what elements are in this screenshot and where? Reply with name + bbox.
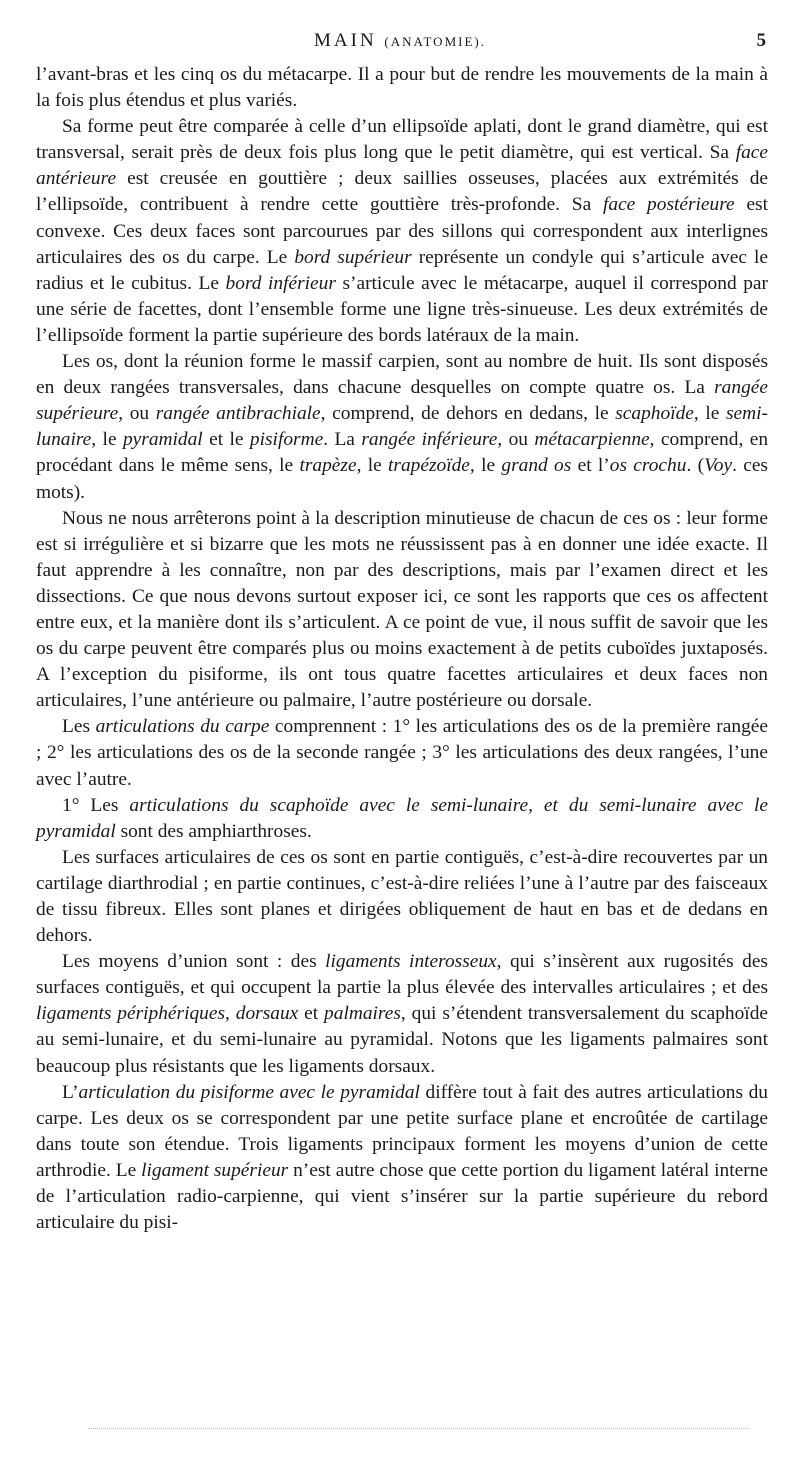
text-run: s’articule avec le métacarpe, auquel il correspond par une série de facettes, dont l’ensemble forme une ligne très-sinueuse. Les deux extrémités de l’ellipsoïde forment la partie supérieure des bords latéraux de la main. [36, 272, 768, 346]
paragraph [36, 62, 768, 114]
italic-term: articulations du carpe [95, 716, 270, 738]
page-number: 5 [756, 30, 766, 51]
text-run: Les [62, 716, 96, 738]
text-run: l’avant-bras et les cinq os du métacarpe. Il a pour but de rendre les mouvements de la main à la fois plus étendus et plus variés. [36, 64, 768, 112]
italic-term: ligaments périphériques, dorsaux [36, 1003, 299, 1025]
paragraph [36, 793, 768, 845]
italic-term: grand os [501, 455, 572, 477]
running-title [0, 30, 800, 52]
running-title-main: MAIN [314, 30, 377, 51]
text-run: diffère tout à fait des autres articulations du carpe. Les deux os se correspondent par une petite surface plane et encroûtée de cartilage dans toute son étendue. Trois ligaments principaux forment les moyens d’union de cette arthrodie. Le [36, 1081, 768, 1181]
bottom-rule [88, 1428, 748, 1429]
text-run: Les moyens d’union sont : des [62, 951, 326, 973]
italic-term: articulations du scaphoïde avec le semi-lunaire, et du semi-lunaire avec le pyramidal [36, 794, 768, 842]
text-run: Les os, dont la réunion forme le massif carpien, sont au nombre de huit. Ils sont disposés en deux rangées transversales, dans chacune desquelles on compte quatre os. La [36, 351, 768, 399]
italic-term: Voy [704, 455, 733, 477]
text-run: Nous ne nous arrêterons point à la description minutieuse de chacun de ces os : leur forme est si irrégulière et si bizarre que les mots ne réussissent pas à en donner une idée exacte. Il faut apprendre à les connaître, non par des descriptions, mais par l’examen direct et les dissections. Ce que nous devons surtout exposer ici, ce sont les rapports que ces os affectent entre eux, et la manière dont ils s’articulent. A ce point de vue, il nous suffit de savoir que les os du carpe peuvent être comparés plus ou moins exactement à de petits cuboïdes juxtaposés. A l’exception du pisiforme, ils ont tous quatre facettes articulaires et deux faces non articulaires, l’une antérieure ou palmaire, l’autre postérieure ou dorsale. [36, 507, 768, 712]
paragraph [36, 714, 768, 792]
text-run: et le [202, 429, 250, 451]
text-run: , ou [118, 403, 156, 425]
text-run: . ( [686, 455, 705, 477]
italic-term: semi-lunaire [36, 403, 768, 451]
text-run: sont des amphiarthroses. [115, 820, 312, 842]
text-run: est convexe. Ces deux faces sont parcourues par des sillons qui correspondent aux interlignes articulaires des os du carpe. Le [36, 194, 768, 268]
text-run: Les surfaces articulaires de ces os sont en partie contiguës, c’est-à-dire recouvertes par un cartilage diarthrodial ; en partie continues, c’est-à-dire reliées l’une à l’autre par des faisceaux de tissu fibreux. Elles sont planes et dirigées obliquement de haut en bas et de dedans en dehors. [36, 846, 768, 947]
italic-term: bord inférieur [225, 272, 336, 294]
text-run: . La [323, 429, 362, 451]
italic-term: palmaires [324, 1003, 401, 1025]
italic-term: pisiforme [249, 429, 324, 451]
italic-term: rangée supérieure [36, 377, 768, 425]
text-run: comprennent : 1° les articulations des os de la première rangée ; 2° les articulations des os de la seconde rangée ; 3° les articulations des deux rangées, l’une avec l’autre. [36, 716, 768, 790]
text-run: est creusée en gouttière ; deux saillies osseuses, placées aux extrémités de l’ellipsoïde, contribuent à rendre cette gouttière très-profonde. Sa [36, 168, 768, 216]
text-run: n’est autre chose que cette portion du ligament latéral interne de l’articulation radio-carpienne, qui vient s’insérer sur la partie supérieure du rebord articulaire du pisi- [36, 1159, 768, 1234]
text-run: , ou [497, 429, 535, 451]
italic-term: face postérieure [602, 194, 735, 216]
text-run: , le [91, 429, 123, 451]
italic-term: os crochu [609, 455, 687, 477]
paragraph [36, 949, 768, 1079]
italic-term: face antérieure [36, 142, 768, 190]
text-run: et [298, 1003, 325, 1025]
text-run: 1° Les [62, 794, 130, 816]
italic-term: trapézoïde [388, 455, 470, 477]
text-run: L’ [62, 1081, 79, 1103]
text-run: , qui s’insèrent aux rugosités des surfaces contiguës, et qui occupent la partie la plus élevée des intervalles articulaires ; et des [36, 951, 768, 999]
running-title-subtitle: (ANATOMIE). [384, 34, 486, 49]
paragraph [36, 1080, 768, 1237]
italic-term: métacarpienne [534, 429, 650, 451]
italic-term: articulation du pisiforme avec le pyramidal [78, 1081, 420, 1103]
paragraph [36, 506, 768, 715]
text-run: . ces mots). [36, 455, 768, 503]
text-run: Sa forme peut être comparée à celle d’un ellipsoïde aplati, dont le grand diamètre, qui est transversal, serait près de deux fois plus long que le petit diamètre, qui est vertical. Sa [36, 116, 768, 164]
text-run: , comprend, en procédant dans le même sens, le [36, 429, 769, 477]
italic-term: ligaments interosseux [325, 951, 497, 973]
italic-term: scaphoïde [615, 403, 694, 425]
italic-term: rangée inférieure [361, 429, 498, 451]
text-run: et l’ [571, 455, 610, 477]
text-run: , comprend, de dehors en dedans, le [320, 403, 616, 425]
text-run: , le [469, 455, 502, 477]
text-run: , qui s’étendent transversalement du scaphoïde au semi-lunaire, et du semi-lunaire au pyramidal. Notons que les ligaments palmaires sont beaucoup plus résistants que les ligaments dorsaux. [36, 1003, 768, 1077]
running-header [0, 30, 800, 54]
text-run: , le [356, 455, 389, 477]
italic-term: bord supérieur [294, 246, 412, 268]
paragraph [36, 349, 768, 506]
italic-term: rangée antibrachiale [155, 403, 321, 425]
italic-term: pyramidal [122, 429, 203, 451]
italic-term: ligament supérieur [141, 1159, 289, 1181]
paragraph [36, 845, 768, 949]
italic-term: trapèze [299, 455, 357, 477]
paragraph [36, 114, 768, 349]
text-run: , le [693, 403, 726, 425]
text-run: représente un condyle qui s’articule avec le radius et le cubitus. Le [36, 246, 769, 294]
article-body [36, 62, 768, 1236]
